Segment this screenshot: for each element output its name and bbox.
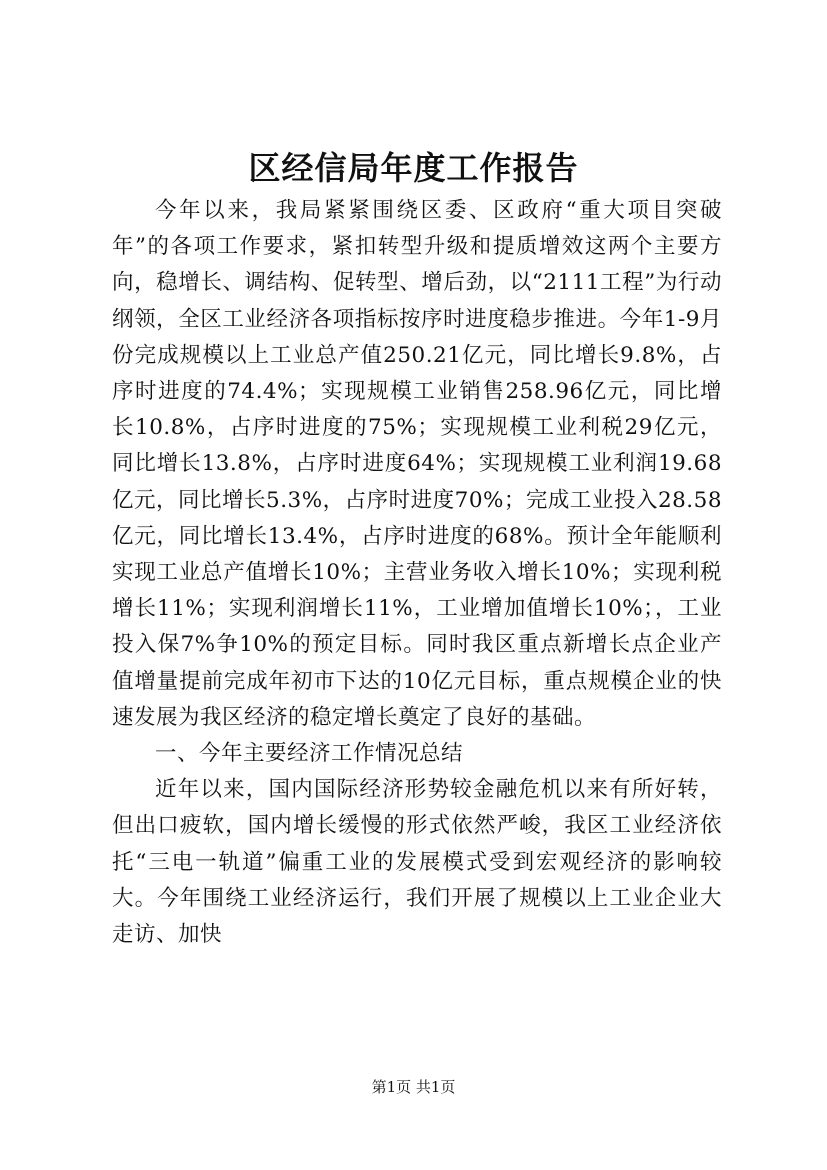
section-heading: 一、今年主要经济工作情况总结: [155, 741, 464, 767]
page-footer: 第1页 共1页: [371, 1078, 456, 1096]
section-paragraph: 近年以来，国内国际经济形势较金融危机以来有所好转，但出口疲软，国内增长缓慢的形式依然严峻，我区工业经济依托“三电一轨道”偏重工业的发展模式受到宏观经济的影响较大。今年围绕工业经济运行，我们开展了规模以上工业企业大走访、加快: [112, 777, 722, 948]
document-title: 区经信局年度工作报告: [248, 149, 579, 187]
intro-paragraph: 今年以来，我局紧紧围绕区委、区政府“重大项目突破年”的各项工作要求，紧扣转型升级和提质增效这两个主要方向，稳增长、调结构、促转型、增后劲，以“2111工程”为行动纲领，全区工业经济各项指标按序时进度稳步推进。今年1-9月份完成规模以上工业总产值250.21亿元，同比增长9.8%，占序时进度的74.4%；实现规模工业销售258.96亿元，同比增长10.8%，占序时进度的75%；实现规模工业利税29亿元，同比增长13.8%，占序时进度64%；实现规模工业利润19.68亿元，同比增长5.3%，占序时进度70%；完成工业投入28.58亿元，同比增长13.4%，占序时进度的68%。预计全年能顺利实现工业总产值增长10%；主营业务收入增长10%；实现利税增长11%；实现利润增长11%，工业增加值增长10%；，工业投入保7%争10%的预定目标。同时我区重点新增长点企业产值增量提前完成年初市下达的10亿元目标，重点规模企业的快速发展为我区经济的稳定增长奠定了良好的基础。: [112, 198, 722, 730]
document-body: [112, 193, 722, 953]
